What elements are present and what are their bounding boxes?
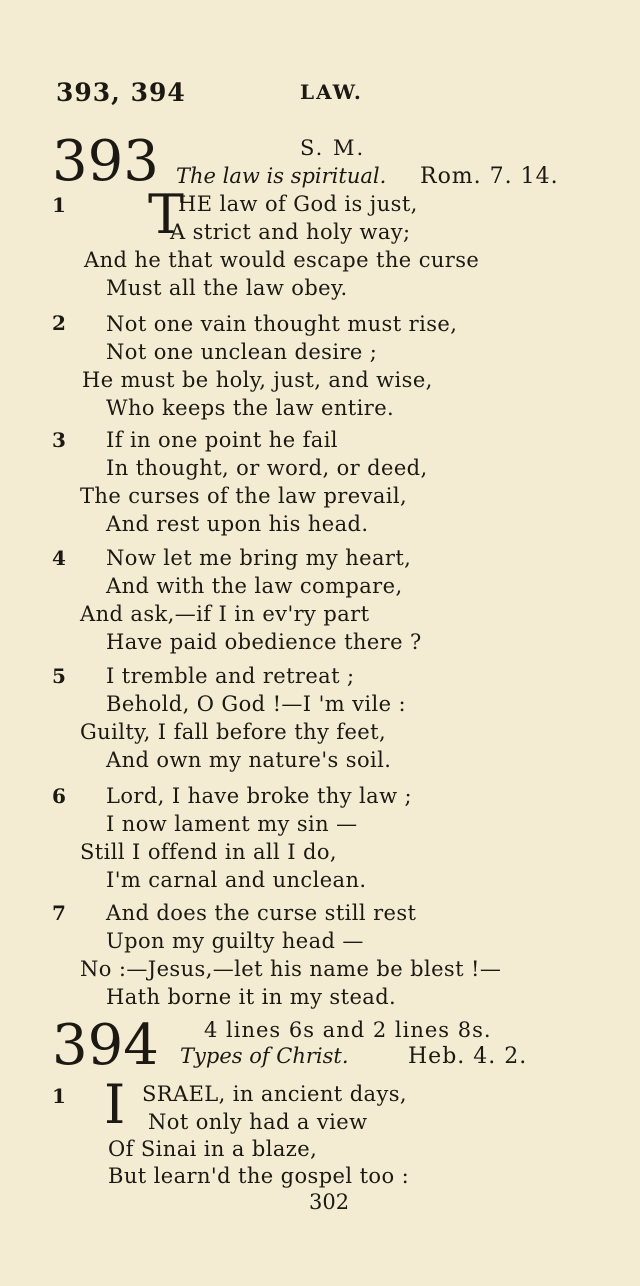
- verse-line: The curses of the law prevail,: [80, 484, 408, 508]
- verse-line: Upon my guilty head —: [106, 929, 364, 953]
- stanza-number: 4: [52, 546, 66, 570]
- verse-line: In thought, or word, or deed,: [106, 456, 428, 480]
- verse-line: Now let me bring my heart,: [106, 546, 412, 570]
- verse-line: And rest upon his head.: [106, 512, 369, 536]
- verse-line: And does the curse still rest: [106, 901, 417, 925]
- verse-line: I'm carnal and unclean.: [106, 868, 367, 892]
- page-folio: 302: [309, 1190, 350, 1214]
- hymn-number: 394: [52, 1013, 159, 1078]
- running-head: [56, 78, 600, 108]
- verse-line: And with the law compare,: [106, 574, 403, 598]
- verse-line: HE law of God is just,: [178, 192, 418, 216]
- verse-line: And own my nature's soil.: [106, 748, 392, 772]
- section-title: LAW.: [300, 80, 363, 104]
- verse-line: A strict and holy way;: [170, 220, 411, 244]
- verse-line: Still I offend in all I do,: [80, 840, 337, 864]
- drop-cap: T: [148, 183, 185, 246]
- hymn-title: The law is spiritual.: [176, 164, 387, 188]
- verse-line: I tremble and retreat ;: [106, 664, 355, 688]
- drop-cap: I: [104, 1073, 126, 1136]
- hymn-meter: S. M.: [300, 136, 366, 160]
- verse-line: Of Sinai in a blaze,: [108, 1137, 318, 1161]
- stanza-number: 1: [52, 193, 66, 217]
- verse-line: And he that would escape the curse: [84, 248, 480, 272]
- verse-line: Not only had a view: [148, 1110, 368, 1134]
- verse-line: Must all the law obey.: [106, 276, 348, 300]
- verse-line: But learn'd the gospel too :: [108, 1164, 410, 1188]
- scripture-reference: Heb. 4. 2.: [408, 1044, 528, 1069]
- verse-line: Behold, O God !—I 'm vile :: [106, 692, 407, 716]
- verse-line: Lord, I have broke thy law ;: [106, 784, 413, 808]
- stanza-number: 1: [52, 1084, 66, 1108]
- hymn-number: 393: [52, 129, 159, 194]
- verse-line: SRAEL, in ancient days,: [142, 1082, 407, 1106]
- verse-line: No :—Jesus,—let his name be blest !—: [80, 957, 502, 981]
- hymn-meter: 4 lines 6s and 2 lines 8s.: [204, 1018, 492, 1042]
- verse-line: He must be holy, just, and wise,: [82, 368, 433, 392]
- verse-line: Hath borne it in my stead.: [106, 985, 397, 1009]
- verse-line: Guilty, I fall before thy feet,: [80, 720, 387, 744]
- verse-line: Not one vain thought must rise,: [106, 312, 458, 336]
- scripture-reference: Rom. 7. 14.: [420, 164, 559, 189]
- verse-line: I now lament my sin —: [106, 812, 358, 836]
- stanza-number: 2: [52, 311, 66, 335]
- stanza-number: 5: [52, 664, 66, 688]
- stanza-number: 6: [52, 784, 66, 808]
- stanza-number: 3: [52, 428, 66, 452]
- verse-line: If in one point he fail: [106, 428, 338, 452]
- hymn-title: Types of Christ.: [180, 1044, 349, 1068]
- stanza-number: 7: [52, 901, 66, 925]
- verse-line: Have paid obedience there ?: [106, 630, 422, 654]
- page-numbers: 393, 394: [56, 78, 186, 107]
- verse-line: And ask,—if I in ev'ry part: [80, 602, 370, 626]
- verse-line: Not one unclean desire ;: [106, 340, 378, 364]
- verse-line: Who keeps the law entire.: [106, 396, 395, 420]
